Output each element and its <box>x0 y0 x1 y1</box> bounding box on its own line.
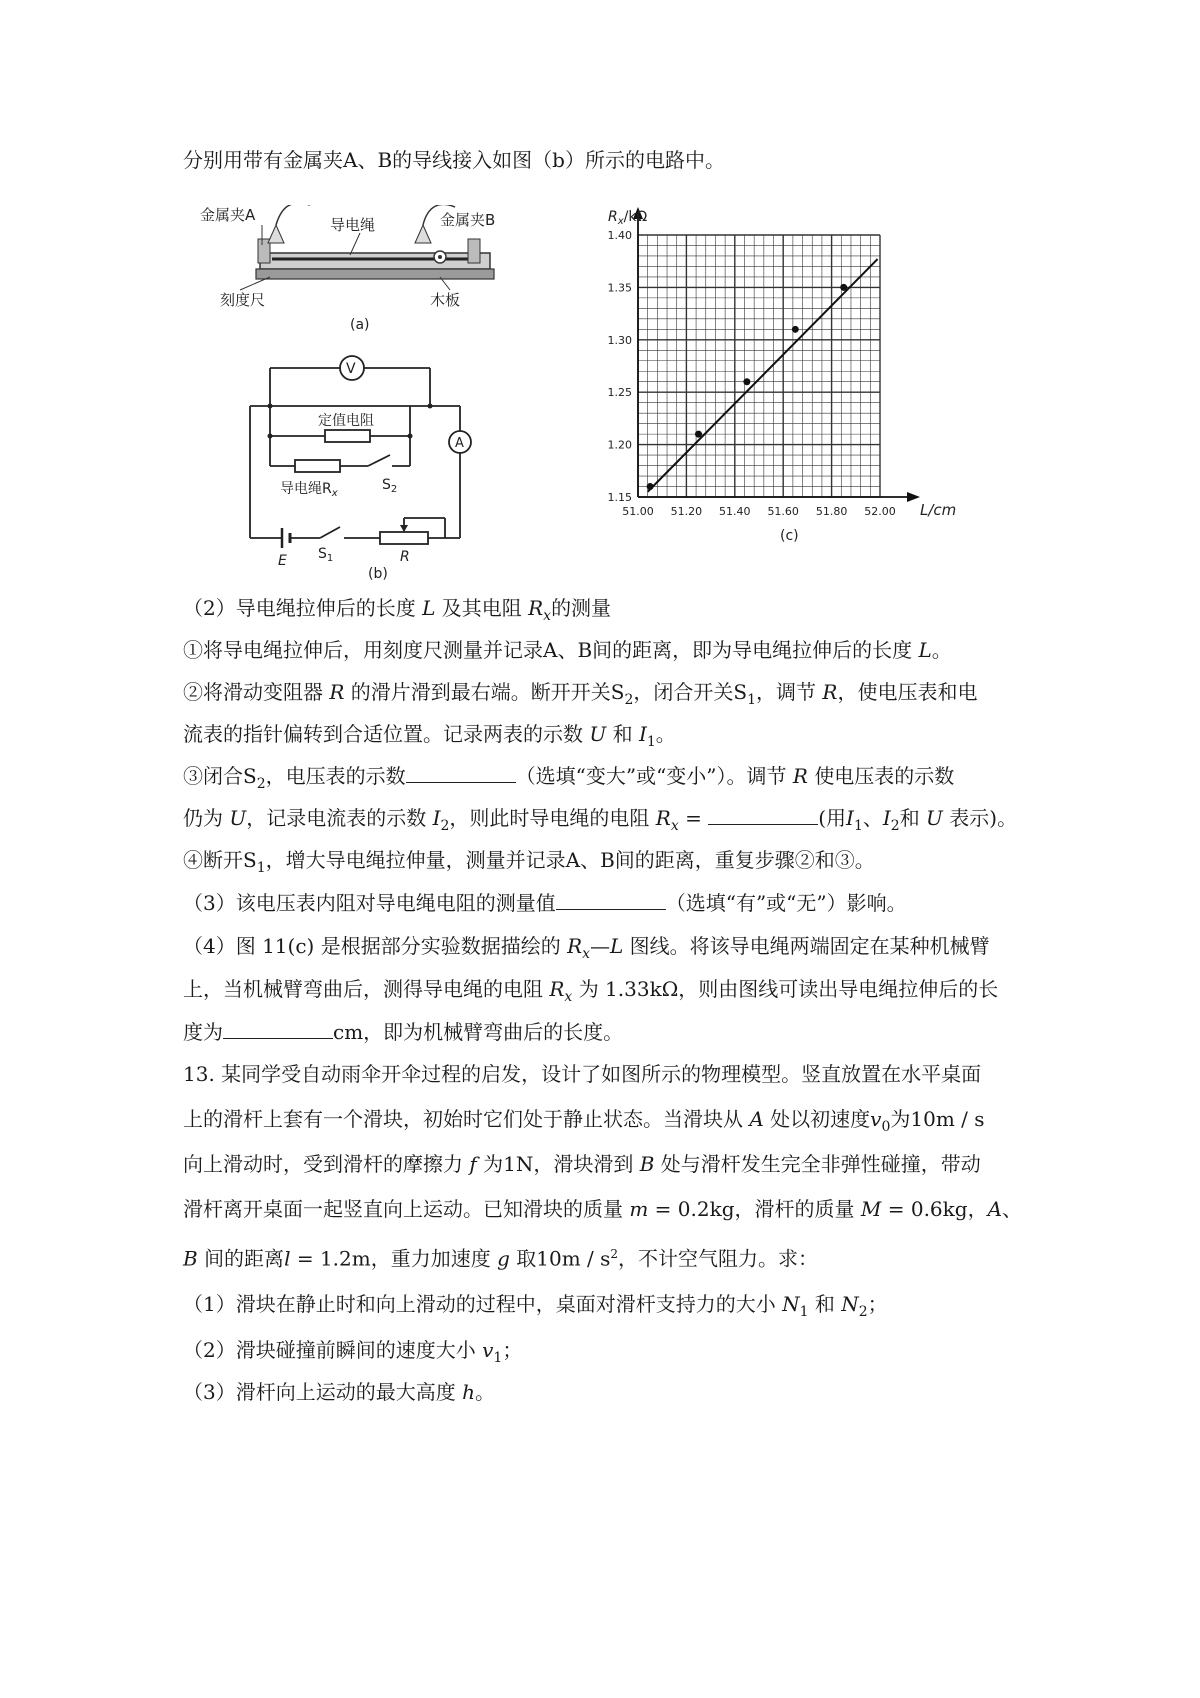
x-tick-label: 52.00 <box>864 505 896 518</box>
answer-blank-3[interactable] <box>556 889 666 910</box>
answer-blank-2[interactable] <box>708 804 818 825</box>
figure-b-circuit <box>240 353 520 581</box>
ammeter-label: A <box>455 436 464 451</box>
step-4: ④断开$S_1$，增大导电绳拉伸量，测量并记录A、B间的距离，重复步骤②和③。 <box>183 848 875 876</box>
question-4-line-3: 度为 cm，即为机械臂弯曲后的长度。 <box>183 1020 624 1044</box>
q2-title: （2）导电绳拉伸后的长度 L 及其电阻 $R_x$的测量 <box>183 596 612 624</box>
problem-13-line-4: 滑杆离开桌面一起竖直向上运动。已知滑块的质量 m = 0.2kg，滑杆的质量 M = 0.6kg，A、 <box>183 1197 1023 1221</box>
caption-b: (b) <box>368 566 388 581</box>
answer-blank-4[interactable] <box>223 1018 333 1039</box>
step-3-line-1: ③闭合$S_2$，电压表的示数 （选填“变大”或“变小”）。调节 R 使电压表的示数 <box>183 764 955 792</box>
figure-a-apparatus <box>200 205 530 335</box>
data-point <box>695 431 702 438</box>
data-point <box>792 326 799 333</box>
label-clamp-b: 金属夹B <box>440 211 496 229</box>
label-ruler: 刻度尺 <box>220 291 266 309</box>
caption-c: (c) <box>780 528 799 544</box>
figure-group <box>200 205 1060 585</box>
y-tick-label: 1.20 <box>607 438 632 452</box>
chart-axes <box>633 207 920 502</box>
chart-ylabel: $R_x/k\Omega$ <box>608 209 648 227</box>
chart-grid <box>638 235 880 497</box>
question-3: （3）该电压表内阻对导电绳电阻的测量值 （选填“有”或“无”）影响。 <box>183 891 907 915</box>
problem-13-line-2: 上的滑杆上套有一个滑块，初始时它们处于静止状态。当滑块从 A 处以初速度$v_0$为10m / s <box>183 1107 985 1135</box>
y-tick-label: 1.40 <box>607 229 632 242</box>
problem-13-line-3: 向上滑动时，受到滑杆的摩擦力 f 为1N，滑块滑到 B 处与滑杆发生完全非弹性碰撞，带动 <box>183 1152 981 1176</box>
label-clamp-a: 金属夹A <box>200 206 256 224</box>
voltmeter-label: V <box>346 361 356 377</box>
chart-xlabel: L/cm <box>920 501 957 519</box>
x-axis-arrow <box>907 492 920 502</box>
label-rheostat: R <box>400 549 410 565</box>
caption-a: (a) <box>350 317 370 333</box>
figure-c-chart <box>590 205 990 585</box>
intro-text: 分别用带有金属夹A、B的导线接入如图（b）所示的电路中。 <box>183 148 725 172</box>
problem-13-line-1: 13. 某同学受自动雨伞开伞过程的启发，设计了如图所示的物理模型。竖直放置在水平桌面 <box>183 1062 982 1086</box>
x-tick-label: 51.00 <box>622 505 654 518</box>
y-tick-label: 1.25 <box>607 386 632 400</box>
label-fixed-resistor: 定值电阻 <box>318 413 374 429</box>
problem-13-question-3: （3）滑杆向上运动的最大高度 h。 <box>183 1380 495 1404</box>
fit-line <box>648 259 878 492</box>
chart-marks <box>647 259 878 492</box>
label-s2: $S_2$ <box>382 477 398 495</box>
data-point <box>840 284 847 291</box>
question-4-line-1: （4）图 11(c) 是根据部分实验数据描绘的 $R_x—L$ 图线。将该导电绳两端固定在某种机械臂 <box>183 934 990 962</box>
x-tick-label: 51.60 <box>767 505 799 518</box>
x-tick-label: 51.20 <box>670 505 703 518</box>
problem-13-question-1: （1）滑块在静止时和向上滑动的过程中，桌面对滑杆支持力的大小 $N_1$ 和 $N_2$； <box>183 1292 888 1320</box>
label-rope: 导电绳 <box>330 216 376 234</box>
label-board: 木板 <box>430 291 461 309</box>
answer-blank-1[interactable] <box>406 762 516 783</box>
x-tick-label: 51.40 <box>719 505 751 518</box>
data-point <box>743 378 750 385</box>
question-4-line-2: 上，当机械臂弯曲后，测得导电绳的电阻 $R_x$ 为 1.33kΩ，则由图线可读出导电绳拉伸后的长 <box>183 977 999 1005</box>
chart-ticks <box>608 229 896 518</box>
label-rope-resistor: 导电绳$R_x$ <box>280 481 338 499</box>
step-2-line-1: ②将滑动变阻器 R 的滑片滑到最右端。断开开关$S_2$，闭合开关$S_1$，调节 R，使电压表和电 <box>183 680 978 708</box>
y-tick-label: 1.35 <box>607 281 632 295</box>
step-3-line-2: 仍为 U，记录电流表的示数 $I_2$，则此时导电绳的电阻 $R_x$ = (用$I_1$、$I_2$和 U 表示)。 <box>183 806 1018 834</box>
y-tick-label: 1.15 <box>607 491 632 504</box>
label-emf: E <box>278 553 287 569</box>
step-1: ①将导电绳拉伸后，用刻度尺测量并记录A、B间的距离，即为导电绳拉伸后的长度 L。 <box>183 638 952 662</box>
y-tick-label: 1.30 <box>607 333 632 347</box>
step-2-line-2: 流表的指针偏转到合适位置。记录两表的示数 U 和 $I_1$。 <box>183 722 676 750</box>
label-s1: $S_1$ <box>318 546 334 564</box>
problem-13-question-2: （2）滑块碰撞前瞬间的速度大小 $v_1$； <box>183 1338 523 1366</box>
problem-13-line-5: B 间的距离l = 1.2m，重力加速度 g 取$10m / s^2$，不计空气阻力。求： <box>183 1246 819 1271</box>
data-point <box>647 483 654 490</box>
x-tick-label: 51.80 <box>815 505 848 518</box>
